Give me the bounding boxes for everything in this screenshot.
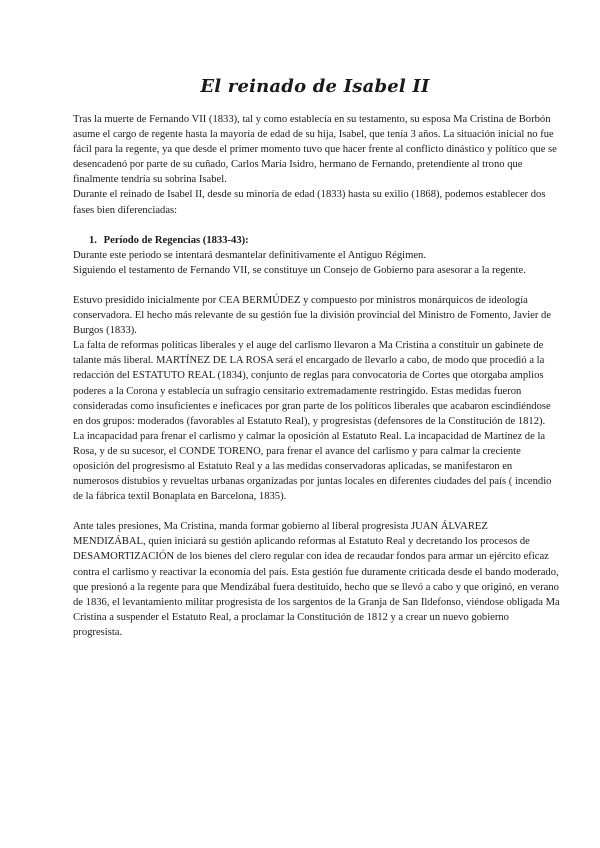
document-body [73,112,560,640]
section-heading-text: Período de Regencias (1833-43): [103,234,249,246]
spacer [73,504,560,519]
paragraph-consejo: Siguiendo el testamento de Fernando VII, se constituye un Consejo de Gobierno para asesorar a la regente. [73,264,526,276]
document-title: El reinado de Isabel II [200,76,430,97]
spacer [73,278,560,293]
section-heading [73,233,560,248]
paragraph-cea-bermudez: Estuvo presidido inicialmente por CEA BERMÚDEZ y compuesto por ministros monárquicos de ideología conservadora. El hecho más relevante de su gestión fue la división provincial del Ministro de Fomento, Javier de Burgos (1833). [73,294,552,337]
spacer [73,218,560,233]
paragraph-regency-intro: Durante este periodo se intentará desmantelar definitivamente el Antiguo Régimen. [73,249,427,261]
paragraph-conde-toreno: La incapacidad para frenar el carlismo y calmar la oposición al Estatuto Real. La incapacidad de Martínez de la Rosa, y de su sucesor, el CONDE TORENO, para frenar el avance del carlismo y para calmar la creciente oposición del progresismo al Estatuto Real y a las medidas conservadoras aplicadas, se manifestaron en numerosos distubios y revueltas urbanas organizadas por juntas locales en diferentes ciudades del país ( incendio de la fábrica textil Bonaplata en Barcelona, 1835). [73,430,552,503]
paragraph-phases: Durante el reinado de Isabel II, desde su minoría de edad (1833) hasta su exilio (1868), podemos establecer dos fases bien diferenciadas: [73,189,546,216]
paragraph-martinez-de-la-rosa: La falta de reformas políticas liberales y el auge del carlismo llevaron a Ma Cristina a constituir un gabinete de talante más liberal. MARTÍNEZ DE LA ROSA será el encargado de llevarlo a cabo, de modo que procedió a la redacción del ESTATUTO REAL (1834), conjunto de reglas para convocatoria de Cortes que otorgaba amplios poderes a la Corona y establecía un sufragio censitario extremadamente restringido. Estas medidas fueron consideradas como insuficientes e ineficaces por gran parte de los políticos liberales que acabaron escindiéndose en dos grupos: moderados (favorables al Estatuto Real), y progresistas (defensores de la Constitución de 1812). [73,340,551,427]
section-number: 1. [89,234,97,246]
paragraph-mendizabal: Ante tales presiones, Ma Cristina, manda formar gobierno al liberal progresista JUAN ÁLVAREZ MENDIZÁBAL, quien iniciará su gestión aplicando reformas al Estatuto Real y decretando los procesos de DESAMORTIZACIÓN de los bienes del clero regular con idea de recaudar fondos para armar un ejército eficaz contra el carlismo y reactivar la economía del país. Esta gestión fue duramente criticada desde el bando moderado, que presionó a la regente para que Mendizábal fuera destituido, hecho que se llevó a cabo y que originó, en verano de 1836, el levantamiento militar progresista de los sargentos de la Granja de San Ildefonso, viéndose obligada Ma Cristina a suspender el Estatuto Real, a proclamar la Constitución de 1812 y a crear un nuevo gobierno progresista. [73,521,560,638]
paragraph-intro: Tras la muerte de Fernando VII (1833), tal y como establecía en su testamento, su esposa Ma Cristina de Borbón asume el cargo de regente hasta la mayoría de edad de su hija, Isabel, que tenía 3 años. La situación inicial no fue fácil para la regente, ya que desde el primer momento tuvo que hacer frente al conflicto dinástico y político que se desencadenó por parte de su cuñado, Carlos María Isidro, hermano de Fernando, pretendiente al trono que finalmente tendría su sobrina Isabel. [73,114,557,186]
